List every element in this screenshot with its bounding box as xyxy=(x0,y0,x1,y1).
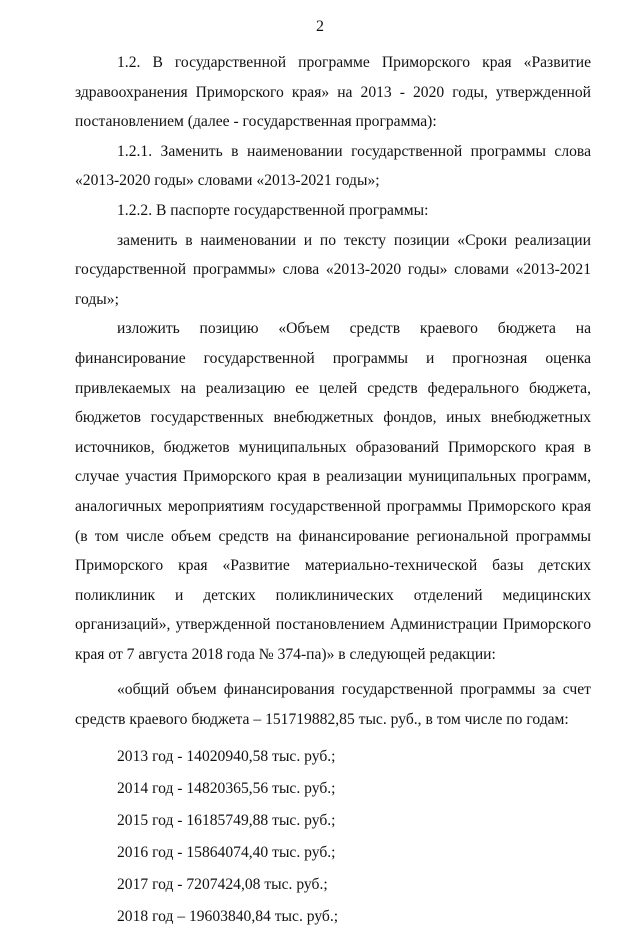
paragraph-1-2-1: 1.2.1. Заменить в наименовании государственной программы слова «2013-2020 годы» словами «2013-2021 годы»; xyxy=(75,142,591,190)
list-item: 2016 год - 15864074,40 тыс. руб.; xyxy=(117,843,336,861)
paragraph-funding-position: изложить позицию «Объем средств краевого бюджета на финансирование государственной программы и прогнозная оценка привлекаемых на реализацию ее целей средств федерального бюджета, бюджетов государственных внебюджетных фондов, иных внебюджетных источников, бюджетов муниципальных образований Приморского края в случае участия Приморского края в реализации муниципальных программ, аналогичных мероприятиям государственной программы Приморского края (в том числе объем средств на финансирование региональной программы Приморского края «Развитие материально-технической базы детских поликлиник и детских поликлинических отделений медицинских организаций», утвержденной постановлением Администрации Приморского края от 7 августа 2018 года № 374-па)» в следующей редакции: xyxy=(75,320,591,663)
page-number: 2 xyxy=(316,18,324,35)
list-item: 2014 год - 14820365,56 тыс. руб.; xyxy=(117,779,336,797)
funding-by-year-list xyxy=(75,741,591,933)
paragraph-total-funding: «общий объем финансирования государственной программы за счет средств краевого бюджета – 151719882,85 тыс. руб., в том числе по годам: xyxy=(75,681,591,729)
document-body xyxy=(75,48,591,933)
list-item: 2018 год – 19603840,84 тыс. руб.; xyxy=(117,907,339,925)
list-item: 2017 год - 7207424,08 тыс. руб.; xyxy=(117,875,328,893)
paragraph-1-2-2: 1.2.2. В паспорте государственной программы: xyxy=(117,201,429,219)
list-item: 2013 год - 14020940,58 тыс. руб.; xyxy=(117,747,336,765)
list-item: 2015 год - 16185749,88 тыс. руб.; xyxy=(117,811,336,829)
paragraph-1-2: 1.2. В государственной программе Приморского края «Развитие здравоохранения Приморского края» на 2013 - 2020 годы, утвержденной постановлением (далее - государственная программа): xyxy=(75,54,591,131)
paragraph-replace-terms: заменить в наименовании и по тексту позиции «Сроки реализации государственной программы» слова «2013-2020 годы» словами «2013-2021 годы»; xyxy=(75,231,591,308)
